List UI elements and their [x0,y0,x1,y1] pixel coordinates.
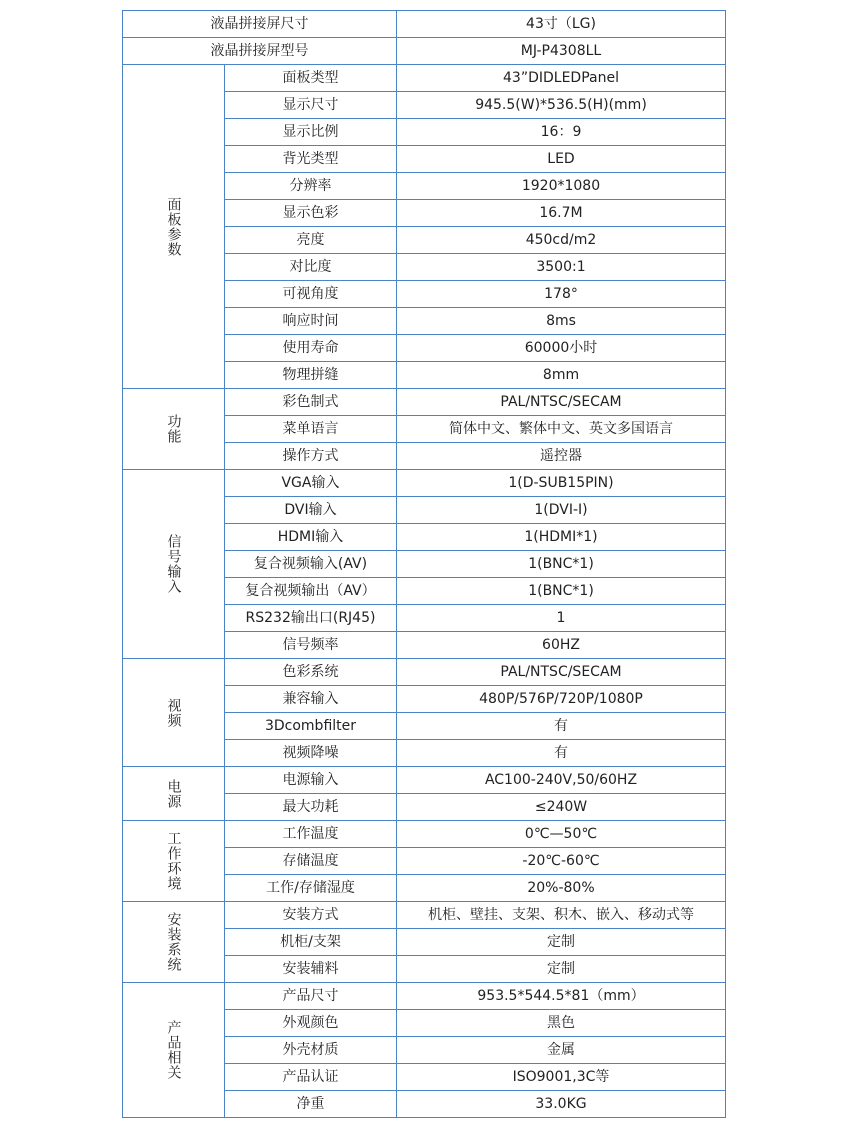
spec-label-cell: 外观颜色 [225,1010,397,1037]
spec-label-cell: 电源输入 [225,767,397,794]
spec-label-cell: 工作温度 [225,821,397,848]
header-row [123,38,726,65]
spec-table [122,10,726,1118]
spec-label-cell: 产品尺寸 [225,983,397,1010]
spec-row [123,389,726,416]
spec-label-cell: 分辨率 [225,173,397,200]
spec-value-cell: 8mm [397,362,726,389]
spec-value-cell: 20%-80% [397,875,726,902]
spec-label-cell: 净重 [225,1091,397,1118]
spec-label-cell: 对比度 [225,254,397,281]
spec-value-cell: -20℃-60℃ [397,848,726,875]
spec-label-cell: 可视角度 [225,281,397,308]
spec-row [123,821,726,848]
spec-row [123,767,726,794]
spec-label-cell: 外壳材质 [225,1037,397,1064]
spec-label-cell: 机柜/支架 [225,929,397,956]
spec-label-cell: 显示色彩 [225,200,397,227]
spec-value-cell: 60000小时 [397,335,726,362]
spec-value-cell: 简体中文、繁体中文、英文多国语言 [397,416,726,443]
spec-label-cell: HDMI输入 [225,524,397,551]
spec-value-cell: 8ms [397,308,726,335]
spec-value-cell: 定制 [397,929,726,956]
spec-value-cell: ≤240W [397,794,726,821]
spec-value-cell: 480P/576P/720P/1080P [397,686,726,713]
spec-value-cell: 1 [397,605,726,632]
category-cell: 功能 [123,389,225,470]
spec-value-cell: 953.5*544.5*81（mm） [397,983,726,1010]
spec-value-cell: 有 [397,713,726,740]
spec-row [123,65,726,92]
spec-value-cell: 16.7M [397,200,726,227]
spec-value-cell: 1(BNC*1) [397,551,726,578]
spec-value-cell: ISO9001,3C等 [397,1064,726,1091]
spec-value-cell: 33.0KG [397,1091,726,1118]
spec-value-cell: 金属 [397,1037,726,1064]
spec-row [123,659,726,686]
category-cell: 视频 [123,659,225,767]
spec-value-cell: 1(BNC*1) [397,578,726,605]
spec-value-cell: AC100-240V,50/60HZ [397,767,726,794]
header-value-cell: 43寸（LG) [397,11,726,38]
spec-value-cell: 60HZ [397,632,726,659]
header-label-cell: 液晶拼接屏型号 [123,38,397,65]
spec-value-cell: 450cd/m2 [397,227,726,254]
spec-row [123,470,726,497]
spec-label-cell: DVI输入 [225,497,397,524]
spec-label-cell: 显示尺寸 [225,92,397,119]
spec-value-cell: 有 [397,740,726,767]
spec-label-cell: 面板类型 [225,65,397,92]
spec-label-cell: 背光类型 [225,146,397,173]
category-cell: 电源 [123,767,225,821]
spec-value-cell: 1920*1080 [397,173,726,200]
spec-label-cell: 安装辅料 [225,956,397,983]
spec-value-cell: 178° [397,281,726,308]
spec-value-cell: 机柜、壁挂、支架、积木、嵌入、移动式等 [397,902,726,929]
spec-label-cell: 兼容输入 [225,686,397,713]
category-cell: 产品相关 [123,983,225,1118]
spec-row [123,902,726,929]
spec-label-cell: 视频降噪 [225,740,397,767]
spec-label-cell: 安装方式 [225,902,397,929]
category-cell: 工作环境 [123,821,225,902]
spec-label-cell: 物理拼缝 [225,362,397,389]
spec-value-cell: 945.5(W)*536.5(H)(mm) [397,92,726,119]
spec-value-cell: 0℃—50℃ [397,821,726,848]
spec-value-cell: PAL/NTSC/SECAM [397,389,726,416]
spec-label-cell: 信号频率 [225,632,397,659]
category-cell: 信号输入 [123,470,225,659]
spec-value-cell: 1(HDMI*1) [397,524,726,551]
header-label-cell: 液晶拼接屏尺寸 [123,11,397,38]
spec-label-cell: 最大功耗 [225,794,397,821]
spec-label-cell: 亮度 [225,227,397,254]
spec-label-cell: 色彩系统 [225,659,397,686]
spec-value-cell: LED [397,146,726,173]
spec-table-body [123,11,726,1118]
spec-value-cell: 3500:1 [397,254,726,281]
header-value-cell: MJ-P4308LL [397,38,726,65]
spec-label-cell: 3Dcombfilter [225,713,397,740]
spec-label-cell: 复合视频输出（AV） [225,578,397,605]
spec-label-cell: 菜单语言 [225,416,397,443]
spec-value-cell: 定制 [397,956,726,983]
spec-label-cell: RS232输出口(RJ45) [225,605,397,632]
spec-value-cell: 黑色 [397,1010,726,1037]
spec-label-cell: 复合视频输入(AV) [225,551,397,578]
spec-label-cell: VGA输入 [225,470,397,497]
spec-label-cell: 使用寿命 [225,335,397,362]
spec-value-cell: 1(D-SUB15PIN) [397,470,726,497]
spec-row [123,983,726,1010]
spec-label-cell: 操作方式 [225,443,397,470]
spec-value-cell: 1(DVI-I) [397,497,726,524]
header-row [123,11,726,38]
spec-value-cell: 16：9 [397,119,726,146]
category-cell: 安装系统 [123,902,225,983]
spec-value-cell: PAL/NTSC/SECAM [397,659,726,686]
spec-label-cell: 产品认证 [225,1064,397,1091]
spec-label-cell: 显示比例 [225,119,397,146]
spec-value-cell: 43”DIDLEDPanel [397,65,726,92]
spec-label-cell: 工作/存储湿度 [225,875,397,902]
spec-label-cell: 响应时间 [225,308,397,335]
category-cell: 面板参数 [123,65,225,389]
spec-label-cell: 彩色制式 [225,389,397,416]
spec-value-cell: 遥控器 [397,443,726,470]
spec-label-cell: 存储温度 [225,848,397,875]
